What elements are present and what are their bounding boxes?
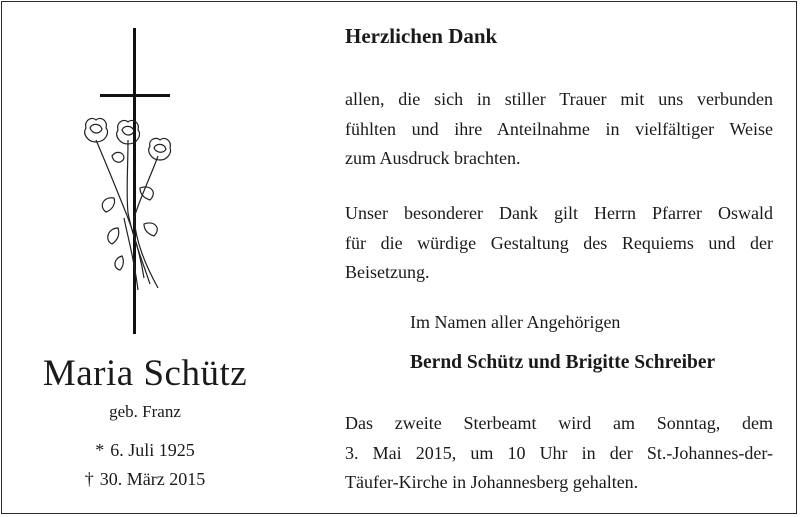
paragraph-line: 3. Mai 2015, um 10 Uhr in der St.-Johannes-der- (345, 442, 773, 463)
paragraph-line: Beisetzung. (345, 262, 430, 282)
paragraph-line: fühlten und ihre Anteilnahme in vielfältiger Weise (345, 118, 773, 139)
deceased-name: Maria Schütz (42, 353, 248, 394)
death-symbol: † (84, 469, 94, 489)
death-date: 30. März 2015 (99, 469, 206, 489)
birth-symbol: * (95, 440, 105, 460)
birth-date: 6. Juli 1925 (110, 440, 195, 460)
thanks-heading: Herzlichen Dank (345, 24, 498, 48)
paragraph-line: für die würdige Gestaltung des Requiems und der (345, 232, 773, 253)
cross-with-roses-icon (78, 28, 188, 338)
paragraph-line: Das zweite Sterbeamt wird am Sonntag, dem (345, 413, 773, 433)
signature-names: Bernd Schütz und Brigitte Schreiber (410, 352, 716, 373)
death-line (0, 469, 290, 490)
special-thanks-paragraph (345, 199, 773, 288)
paragraph-line: zum Ausdruck brachten. (345, 148, 521, 168)
thanks-paragraph (345, 85, 773, 174)
paragraph-line: Unser besonderer Dank gilt Herrn Pfarrer Oswald (345, 203, 773, 223)
paragraph-line: allen, die sich in stiller Trauer mit uns verbunden (345, 89, 773, 109)
memorial-mass-paragraph (345, 409, 773, 498)
notice-left-column (0, 0, 290, 517)
maiden-name: geb. Franz (109, 402, 181, 421)
signature-intro: Im Namen aller Angehörigen (410, 312, 621, 332)
birth-line (0, 440, 290, 461)
paragraph-line: Täufer-Kirche in Johannesberg gehalten. (345, 472, 639, 492)
